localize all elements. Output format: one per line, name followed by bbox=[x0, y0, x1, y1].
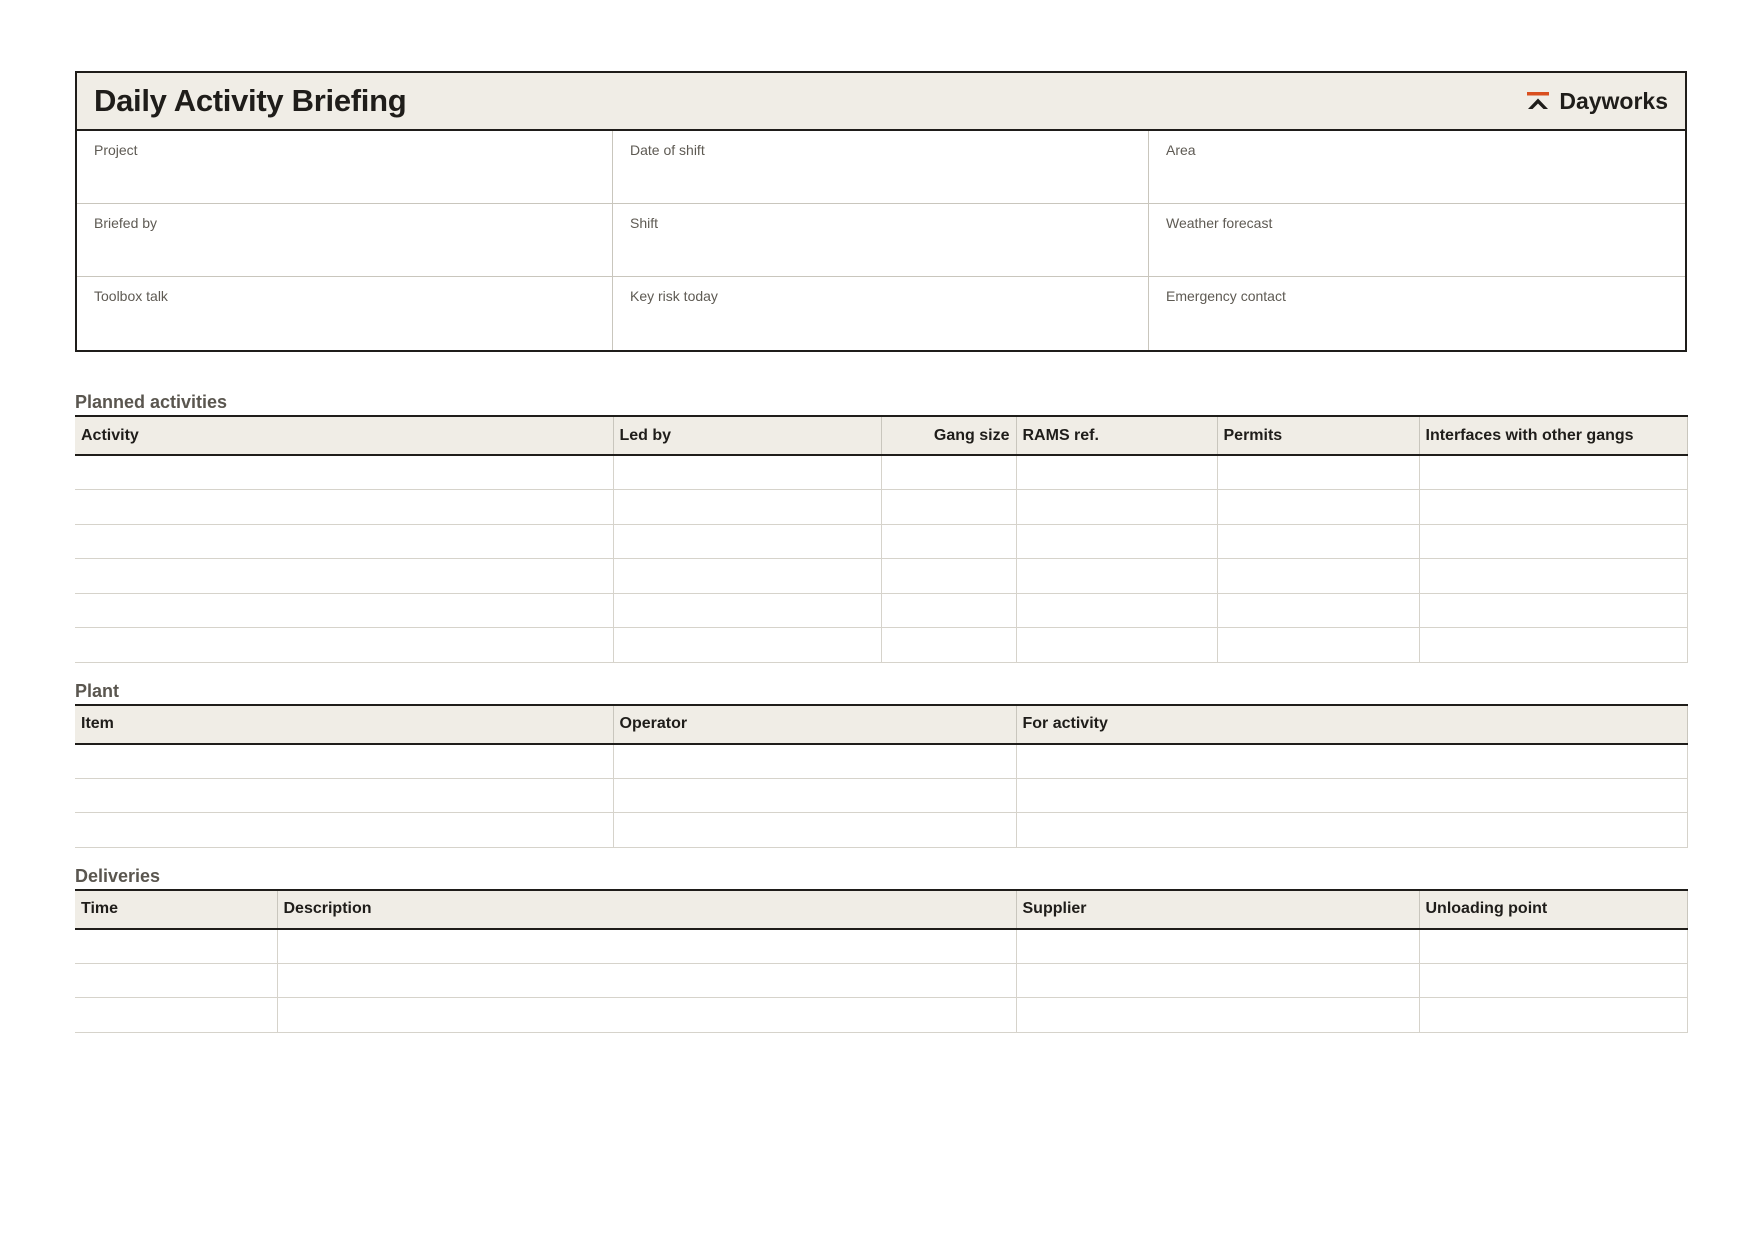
table-cell[interactable] bbox=[1016, 963, 1419, 998]
table-row bbox=[75, 929, 1687, 964]
briefing-page bbox=[75, 71, 1687, 1033]
field-shift[interactable] bbox=[613, 204, 1149, 277]
table-cell[interactable] bbox=[1419, 963, 1687, 998]
column-header-item: Item bbox=[75, 705, 613, 744]
table-cell[interactable] bbox=[1419, 628, 1687, 663]
plant-table bbox=[75, 704, 1688, 848]
column-header-activity: Activity bbox=[75, 416, 613, 455]
table-cell[interactable] bbox=[613, 778, 1016, 813]
column-header-unloading-point: Unloading point bbox=[1419, 890, 1687, 929]
table-cell[interactable] bbox=[1016, 490, 1217, 525]
table-cell[interactable] bbox=[75, 455, 613, 490]
table-cell[interactable] bbox=[75, 593, 613, 628]
table-cell[interactable] bbox=[613, 593, 881, 628]
table-row bbox=[75, 778, 1687, 813]
table-cell[interactable] bbox=[75, 744, 613, 779]
column-header-description: Description bbox=[277, 890, 1016, 929]
table-cell[interactable] bbox=[277, 929, 1016, 964]
deliveries-table bbox=[75, 889, 1688, 1033]
table-header-row bbox=[75, 416, 1687, 455]
field-label: Shift bbox=[630, 215, 659, 231]
table-cell[interactable] bbox=[881, 524, 1016, 559]
field-key-risk-today[interactable] bbox=[613, 277, 1149, 350]
field-label: Toolbox talk bbox=[94, 288, 168, 304]
table-cell[interactable] bbox=[1016, 593, 1217, 628]
table-row bbox=[75, 455, 1687, 490]
table-cell[interactable] bbox=[1016, 559, 1217, 594]
table-cell[interactable] bbox=[75, 963, 277, 998]
table-cell[interactable] bbox=[881, 490, 1016, 525]
table-cell[interactable] bbox=[75, 813, 613, 848]
brand-name: Dayworks bbox=[1559, 87, 1668, 114]
briefing-header-form bbox=[75, 71, 1687, 352]
table-row bbox=[75, 593, 1687, 628]
brand-logo-icon bbox=[1527, 92, 1549, 110]
table-cell[interactable] bbox=[1016, 998, 1419, 1033]
column-header-time: Time bbox=[75, 890, 277, 929]
table-row bbox=[75, 559, 1687, 594]
field-toolbox-talk[interactable] bbox=[77, 277, 613, 350]
deliveries-title: Deliveries bbox=[75, 865, 161, 886]
table-cell[interactable] bbox=[1419, 490, 1687, 525]
table-row bbox=[75, 490, 1687, 525]
field-label: Project bbox=[94, 142, 138, 158]
plant-title: Plant bbox=[75, 680, 120, 701]
table-cell[interactable] bbox=[1016, 628, 1217, 663]
column-header-supplier: Supplier bbox=[1016, 890, 1419, 929]
table-cell[interactable] bbox=[1217, 628, 1419, 663]
planned-activities-table bbox=[75, 415, 1688, 663]
table-row bbox=[75, 998, 1687, 1033]
field-label: Date of shift bbox=[630, 142, 705, 158]
column-header-interfaces: Interfaces with other gangs bbox=[1419, 416, 1687, 455]
table-cell[interactable] bbox=[1217, 524, 1419, 559]
table-cell[interactable] bbox=[277, 998, 1016, 1033]
form-header-bar bbox=[77, 73, 1685, 131]
table-cell[interactable] bbox=[75, 929, 277, 964]
table-row bbox=[75, 744, 1687, 779]
field-label: Emergency contact bbox=[1166, 288, 1286, 304]
brand bbox=[1527, 88, 1668, 115]
field-area[interactable] bbox=[1149, 131, 1685, 204]
field-label: Area bbox=[1166, 142, 1196, 158]
table-cell[interactable] bbox=[75, 628, 613, 663]
field-emergency-contact[interactable] bbox=[1149, 277, 1685, 350]
table-cell[interactable] bbox=[1419, 455, 1687, 490]
table-cell[interactable] bbox=[1419, 559, 1687, 594]
table-row bbox=[75, 628, 1687, 663]
table-cell[interactable] bbox=[613, 455, 881, 490]
table-header-row bbox=[75, 705, 1687, 744]
table-cell[interactable] bbox=[75, 778, 613, 813]
table-cell[interactable] bbox=[75, 490, 613, 525]
table-cell[interactable] bbox=[613, 490, 881, 525]
planned-activities-title: Planned activities bbox=[75, 392, 228, 412]
column-header-rams-ref: RAMS ref. bbox=[1016, 416, 1217, 455]
table-cell[interactable] bbox=[1217, 559, 1419, 594]
table-cell[interactable] bbox=[1016, 813, 1687, 848]
table-cell[interactable] bbox=[277, 963, 1016, 998]
table-cell[interactable] bbox=[1419, 998, 1687, 1033]
page-title: Daily Activity Briefing bbox=[94, 83, 407, 118]
table-header-row bbox=[75, 890, 1687, 929]
column-header-permits: Permits bbox=[1217, 416, 1419, 455]
table-cell[interactable] bbox=[1217, 455, 1419, 490]
field-date-of-shift[interactable] bbox=[613, 131, 1149, 204]
table-cell[interactable] bbox=[75, 998, 277, 1033]
column-header-operator: Operator bbox=[613, 705, 1016, 744]
table-cell[interactable] bbox=[1016, 929, 1419, 964]
table-cell[interactable] bbox=[881, 593, 1016, 628]
field-project[interactable] bbox=[77, 131, 613, 204]
table-cell[interactable] bbox=[75, 524, 613, 559]
table-cell[interactable] bbox=[613, 524, 881, 559]
table-cell[interactable] bbox=[613, 559, 881, 594]
table-cell[interactable] bbox=[1419, 524, 1687, 559]
column-header-led-by: Led by bbox=[613, 416, 881, 455]
table-cell[interactable] bbox=[1016, 455, 1217, 490]
table-cell[interactable] bbox=[613, 628, 881, 663]
table-row bbox=[75, 963, 1687, 998]
table-cell[interactable] bbox=[1016, 744, 1687, 779]
column-header-for-activity: For activity bbox=[1016, 705, 1687, 744]
form-fields-grid bbox=[77, 131, 1685, 350]
table-cell[interactable] bbox=[881, 628, 1016, 663]
table-cell[interactable] bbox=[1419, 593, 1687, 628]
field-label: Weather forecast bbox=[1166, 215, 1273, 231]
table-cell[interactable] bbox=[613, 813, 1016, 848]
table-cell[interactable] bbox=[1217, 593, 1419, 628]
table-cell[interactable] bbox=[881, 559, 1016, 594]
table-cell[interactable] bbox=[1016, 524, 1217, 559]
table-cell[interactable] bbox=[881, 455, 1016, 490]
field-weather-forecast[interactable] bbox=[1149, 204, 1685, 277]
table-cell[interactable] bbox=[1016, 778, 1687, 813]
field-briefed-by[interactable] bbox=[77, 204, 613, 277]
table-cell[interactable] bbox=[1217, 490, 1419, 525]
table-cell[interactable] bbox=[75, 559, 613, 594]
field-label: Briefed by bbox=[94, 215, 158, 231]
table-row bbox=[75, 524, 1687, 559]
column-header-gang-size: Gang size bbox=[881, 416, 1016, 455]
field-label: Key risk today bbox=[630, 288, 718, 304]
table-cell[interactable] bbox=[1419, 929, 1687, 964]
table-cell[interactable] bbox=[613, 744, 1016, 779]
table-row bbox=[75, 813, 1687, 848]
